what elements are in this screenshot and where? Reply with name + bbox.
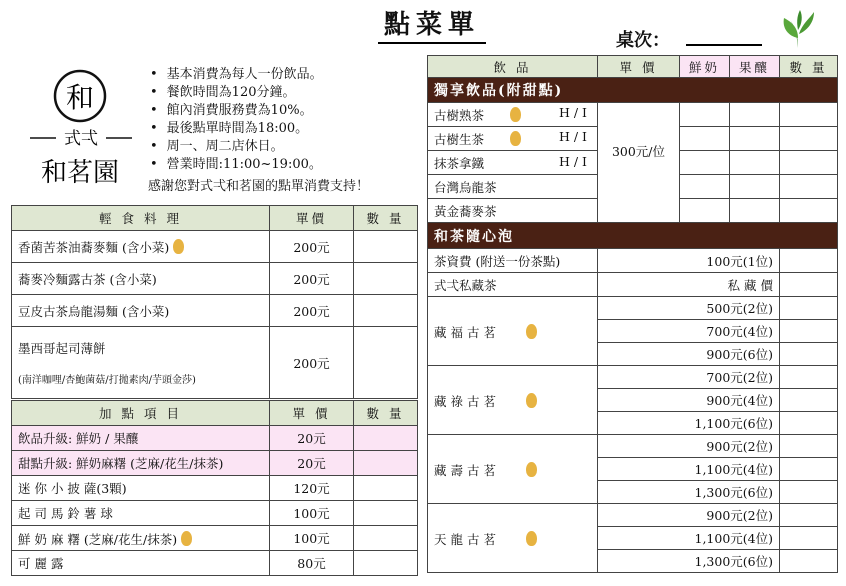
drink-price: 1,300元(6位) <box>598 481 780 504</box>
drink-price: 1,100元(4位) <box>598 527 780 550</box>
table-number-field[interactable] <box>686 44 762 46</box>
drink-item[interactable]: 式弌私藏茶 <box>428 273 598 297</box>
fruit-option[interactable] <box>730 151 780 175</box>
col-header: 單價 <box>270 206 354 231</box>
quantity-cell[interactable] <box>780 297 838 320</box>
section-header: 和茶隨心泡 <box>428 223 838 249</box>
col-header: 單 價 <box>270 401 354 426</box>
item-price: 200元 <box>270 263 354 295</box>
quantity-cell[interactable] <box>354 451 418 476</box>
milk-option[interactable] <box>680 127 730 151</box>
item-price: 100元 <box>270 501 354 526</box>
item-price: 200元 <box>270 327 354 399</box>
tea-leaf-icon <box>780 8 816 50</box>
quantity-cell[interactable] <box>780 527 838 550</box>
drink-price: 900元(2位) <box>598 435 780 458</box>
drink-item[interactable]: 藏祿古茗 <box>428 366 598 435</box>
drink-item[interactable]: 藏福古茗 <box>428 297 598 366</box>
milk-option[interactable] <box>680 103 730 127</box>
item-price: 100元 <box>270 526 354 551</box>
gold-recommend-icon <box>510 107 521 122</box>
col-header: 數 量 <box>354 401 418 426</box>
quantity-cell[interactable] <box>780 343 838 366</box>
quantity-cell[interactable] <box>354 231 418 263</box>
menu-item[interactable]: 蕎麥冷麵露古茶 (含小菜) <box>12 263 270 295</box>
col-header: 數 量 <box>354 206 418 231</box>
menu-item[interactable]: 豆皮古茶烏龍湯麵 (含小菜) <box>12 295 270 327</box>
page-title: 點菜單 <box>378 8 486 44</box>
quantity-cell[interactable] <box>780 320 838 343</box>
gold-recommend-icon <box>181 531 192 546</box>
quantity-cell[interactable] <box>354 327 418 399</box>
drink-item[interactable]: 台灣烏龍茶 <box>428 175 598 199</box>
menu-item[interactable]: 香菌苦茶油蕎麥麵 (含小菜) <box>12 231 270 263</box>
note-item: • 餐飲時間為120分鐘。 <box>150 84 323 102</box>
quantity-cell[interactable] <box>354 295 418 327</box>
logo-mid-text: 式弌 <box>64 129 98 149</box>
col-header: 數 量 <box>780 56 838 78</box>
quantity-cell[interactable] <box>780 389 838 412</box>
gold-recommend-icon <box>526 393 537 408</box>
quantity-cell[interactable] <box>354 263 418 295</box>
menu-item[interactable]: 起 司 馬 鈴 薯 球 <box>12 501 270 526</box>
quantity-cell[interactable] <box>780 273 838 297</box>
col-header: 加 點 項 目 <box>12 401 270 426</box>
drinks-table <box>427 55 838 573</box>
quantity-cell[interactable] <box>780 412 838 435</box>
menu-item[interactable]: 可 麗 露 <box>12 551 270 576</box>
milk-option[interactable] <box>680 199 730 223</box>
logo-bottom-text: 和茗園 <box>40 158 120 188</box>
gold-recommend-icon <box>510 131 521 146</box>
quantity-cell[interactable] <box>780 550 838 573</box>
drink-price: 900元(2位) <box>598 504 780 527</box>
quantity-cell[interactable] <box>780 366 838 389</box>
thanks-text: 感謝您對式弌和茗園的點單消費支持！ <box>148 179 370 194</box>
gold-recommend-icon <box>173 239 184 254</box>
quantity-cell[interactable] <box>354 426 418 451</box>
menu-item[interactable]: 甜點升級: 鮮奶麻糬 (芝麻/花生/抹茶) <box>12 451 270 476</box>
fruit-option[interactable] <box>730 103 780 127</box>
item-price: 20元 <box>270 426 354 451</box>
snacks-table <box>11 205 418 399</box>
quantity-cell[interactable] <box>354 551 418 576</box>
drink-price: 500元(2位) <box>598 297 780 320</box>
quantity-cell[interactable] <box>780 103 838 127</box>
quantity-cell[interactable] <box>354 501 418 526</box>
note-item: • 基本消費為每人一份飲品。 <box>150 66 323 84</box>
quantity-cell[interactable] <box>780 151 838 175</box>
quantity-cell[interactable] <box>780 127 838 151</box>
shop-logo <box>28 66 138 196</box>
notes-list <box>150 66 323 174</box>
drink-price: 700元(4位) <box>598 320 780 343</box>
addons-table <box>11 400 418 576</box>
drink-price: 100元(1位) <box>598 249 780 273</box>
col-header: 輕 食 料 理 <box>12 206 270 231</box>
gold-recommend-icon <box>526 531 537 546</box>
drink-item[interactable]: 古樹生茶 H/I <box>428 127 598 151</box>
col-header: 果釀 <box>730 56 780 78</box>
drink-item[interactable]: 黃金蕎麥茶 <box>428 199 598 223</box>
col-header: 飲 品 <box>428 56 598 78</box>
quantity-cell[interactable] <box>780 458 838 481</box>
drink-item[interactable]: 抹茶拿鐵 H/I <box>428 151 598 175</box>
section-header: 獨享飲品(附甜點) <box>428 78 838 103</box>
drink-price: 私 藏 價 <box>598 273 780 297</box>
item-price: 20元 <box>270 451 354 476</box>
drink-price: 900元(4位) <box>598 389 780 412</box>
quantity-cell[interactable] <box>780 481 838 504</box>
quantity-cell[interactable] <box>354 476 418 501</box>
gold-recommend-icon <box>526 462 537 477</box>
drink-item[interactable]: 茶資費 (附送一份茶點) <box>428 249 598 273</box>
drink-item[interactable]: 古樹熟茶 H/I <box>428 103 598 127</box>
note-item: • 營業時間:11:00~19:00。 <box>150 156 323 174</box>
drink-price: 1,100元(6位) <box>598 412 780 435</box>
note-item: • 最後點單時間為18:00。 <box>150 120 323 138</box>
menu-item[interactable]: 飲品升級: 鮮奶 / 果釀 <box>12 426 270 451</box>
milk-option[interactable] <box>680 151 730 175</box>
quantity-cell[interactable] <box>780 199 838 223</box>
menu-item[interactable]: 鮮 奶 麻 糬 (芝麻/花生/抹茶) <box>12 526 270 551</box>
logo-top-char: 和 <box>65 81 95 114</box>
quantity-cell[interactable] <box>780 249 838 273</box>
table-number-label: 桌次： <box>616 30 670 51</box>
menu-item[interactable]: 墨西哥起司薄餅 (南洋咖哩/杏鮑菌菇/打拋素肉/芋頭金莎) <box>12 327 270 399</box>
fruit-option[interactable] <box>730 175 780 199</box>
gold-recommend-icon <box>526 324 537 339</box>
drink-price: 300元/位 <box>598 103 680 223</box>
drink-item[interactable]: 藏壽古茗 <box>428 435 598 504</box>
quantity-cell[interactable] <box>354 526 418 551</box>
drink-price: 900元(6位) <box>598 343 780 366</box>
item-price: 120元 <box>270 476 354 501</box>
note-item: • 館內消費服務費為10%。 <box>150 102 323 120</box>
drink-price: 1,300元(6位) <box>598 550 780 573</box>
milk-option[interactable] <box>680 175 730 199</box>
fruit-option[interactable] <box>730 127 780 151</box>
menu-item[interactable]: 迷 你 小 披 薩(3顆) <box>12 476 270 501</box>
item-price: 200元 <box>270 295 354 327</box>
item-price: 200元 <box>270 231 354 263</box>
drink-price: 700元(2位) <box>598 366 780 389</box>
drink-price: 1,100元(4位) <box>598 458 780 481</box>
col-header: 鮮奶 <box>680 56 730 78</box>
drink-item[interactable]: 天龍古茗 <box>428 504 598 573</box>
fruit-option[interactable] <box>730 199 780 223</box>
quantity-cell[interactable] <box>780 504 838 527</box>
item-price: 80元 <box>270 551 354 576</box>
quantity-cell[interactable] <box>780 175 838 199</box>
note-item: • 周一、周二店休日。 <box>150 138 323 156</box>
col-header: 單 價 <box>598 56 680 78</box>
quantity-cell[interactable] <box>780 435 838 458</box>
